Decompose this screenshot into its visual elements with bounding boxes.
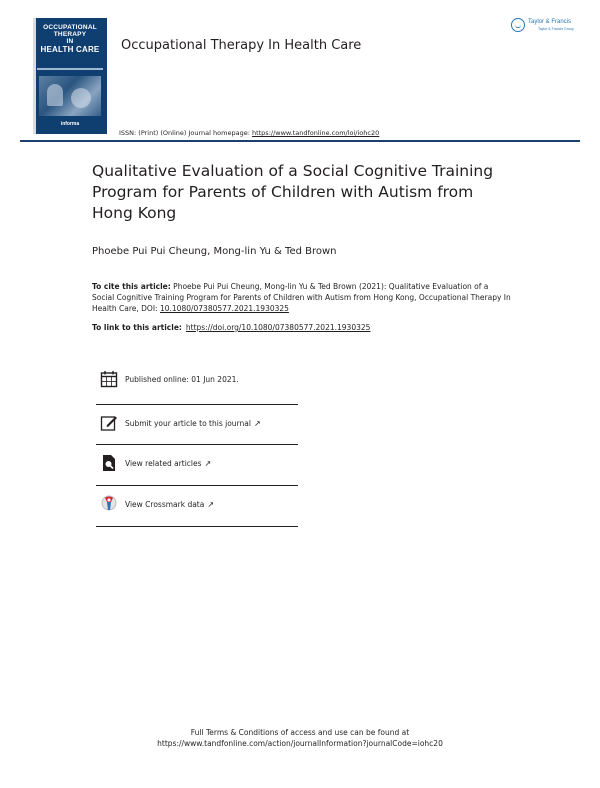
submit-article-link[interactable]: Submit your article to this journal ↗: [125, 419, 261, 428]
cover-photo: [39, 76, 101, 116]
external-link-icon: ↗: [207, 500, 215, 509]
article-link-line: [92, 323, 370, 332]
link-label: To link to this article:: [92, 323, 182, 332]
cover-stripe: [37, 68, 103, 70]
cover-publisher-mark: informa: [60, 121, 80, 127]
crossmark-link[interactable]: View Crossmark data ↗: [125, 500, 215, 509]
publisher-logo[interactable]: [511, 18, 581, 38]
footer-terms-link[interactable]: https://www.tandfonline.com/action/journalInformation?journalCode=iohc20: [157, 739, 443, 748]
crossmark-row[interactable]: [96, 486, 298, 524]
journal-cover: [33, 18, 107, 134]
related-articles-link[interactable]: View related articles ↗: [125, 459, 212, 468]
cite-doi-link[interactable]: 10.1080/07380577.2021.1930325: [159, 304, 289, 313]
footer-terms: [0, 727, 600, 749]
header-divider: [20, 140, 580, 142]
action-divider: [96, 526, 298, 527]
article-title: Qualitative Evaluation of a Social Cognitive Training Program for Parents of Children with Autism from Hong Kong: [92, 162, 494, 222]
cite-text: Phoebe Pui Pui Cheung, Mong-lin Yu & Ted Brown (2021): Qualitative Evaluation of a Social Cognitive Training Program for Parents of Children with Autism from Hong Kong, Occupational Therapy In Health Care, DOI:: [92, 282, 511, 313]
article-authors: Phoebe Pui Pui Cheung, Mong-lin Yu & Ted Brown: [92, 246, 337, 257]
publisher-logo-icon: [511, 18, 525, 32]
cover-title: OCCUPATIONAL THERAPY IN HEALTH CARE: [40, 24, 100, 54]
journal-title: Occupational Therapy In Health Care: [121, 38, 362, 53]
cite-label: To cite this article:: [92, 282, 171, 291]
external-link-icon: ↗: [204, 459, 212, 468]
submit-article-row[interactable]: [96, 405, 298, 443]
publisher-logo-name: Taylor & Francis: [528, 19, 572, 25]
article-doi-link[interactable]: https://doi.org/10.1080/07380577.2021.1930325: [185, 323, 371, 332]
footer-line1: Full Terms & Conditions of access and use can be found at: [190, 728, 410, 737]
published-date: Published online: 01 Jun 2021.: [125, 375, 239, 384]
document-search-icon: [100, 454, 118, 472]
citation-block: [92, 281, 512, 314]
issn-label: ISSN: (Print) (Online) Journal homepage:: [119, 129, 250, 137]
published-row: [96, 361, 298, 399]
crossmark-icon: [100, 495, 118, 513]
journal-homepage-link[interactable]: https://www.tandfonline.com/loi/iohc20: [251, 129, 380, 137]
calendar-icon: [100, 370, 118, 388]
publisher-logo-sub: Taylor & Francis Group: [538, 27, 574, 31]
edit-icon: [100, 414, 118, 432]
related-articles-row[interactable]: [96, 445, 298, 483]
external-link-icon: ↗: [253, 419, 261, 428]
issn-line: [119, 129, 379, 137]
